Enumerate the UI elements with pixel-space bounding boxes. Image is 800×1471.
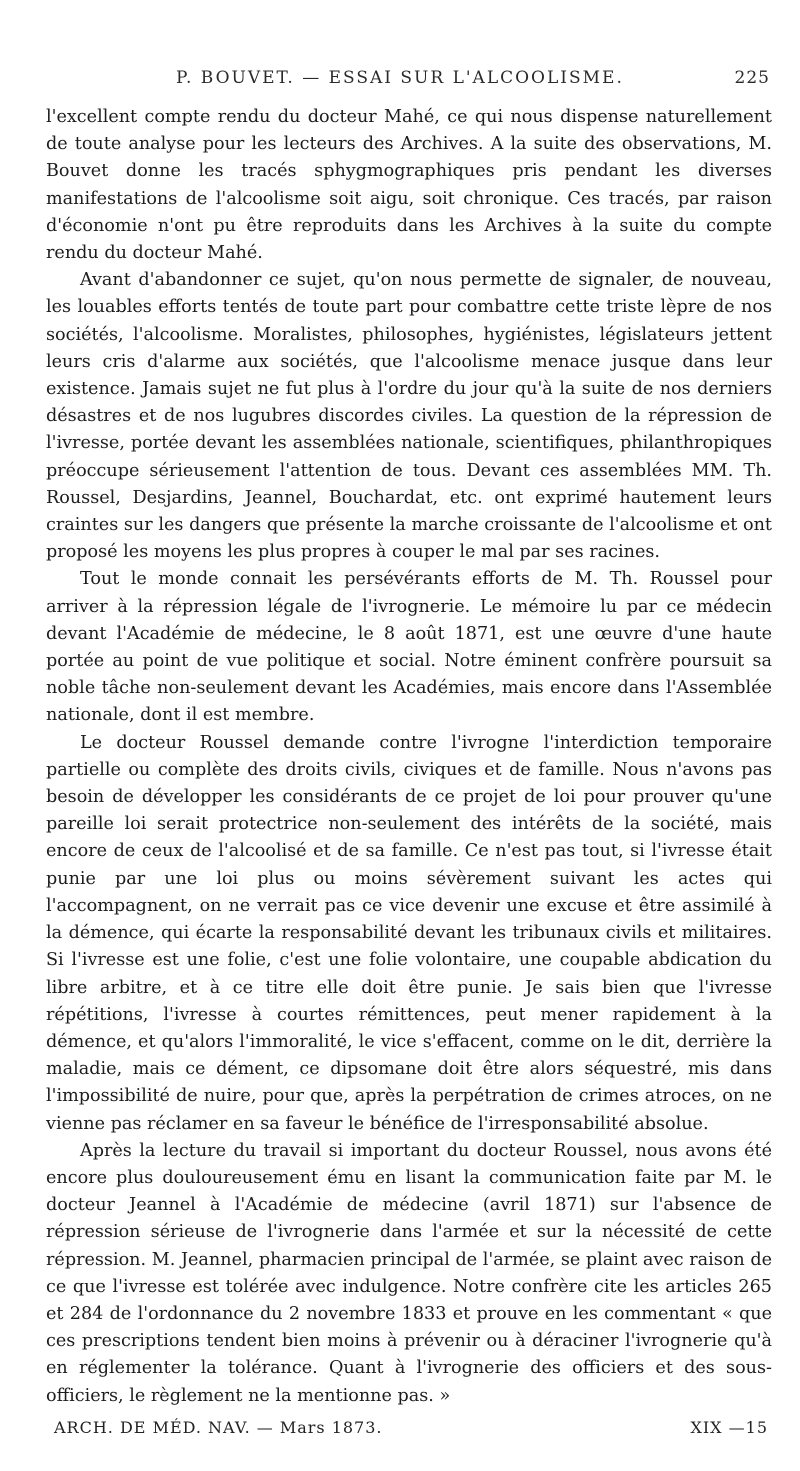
page-footer [46, 1418, 772, 1448]
page-number: 225 [734, 68, 770, 88]
document-page [46, 68, 772, 1448]
running-header [46, 68, 772, 102]
paragraph-1: l'excellent compte rendu du docteur Mahé, ce qui nous dispense naturellement de toute analyse pour les lecteurs des Archives. A la suite des observations, M. Bouvet donne les tracés sphygmographiques pris pendant les diverses manifestations de l'alcoolisme soit aigu, soit chronique. Ces tracés, par raison d'économie n'ont pu être reproduits dans les Archives à la suite du compte rendu du docteur Mahé. [46, 107, 772, 264]
paragraph-2: Avant d'abandonner ce sujet, qu'on nous permette de signaler, de nouveau, les louables efforts tentés de toute part pour combattre cette triste lèpre de nos sociétés, l'alcoolisme. Moralistes, philosophes, hygiénistes, législateurs jettent leurs cris d'alarme aux sociétés, que l'alcoolisme menace jusque dans leur existence. Jamais sujet ne fut plus à l'ordre du jour qu'à la suite de nos derniers désastres et de nos lugubres discordes civiles. La question de la répression de l'ivresse, portée devant les assemblées nationale, scientifiques, philanthropiques préoccupe sérieusement l'attention de tous. Devant ces assemblées MM. Th. Roussel, Desjardins, Jeannel, Bouchardat, etc. ont exprimé hautement leurs craintes sur les dangers que présente la marche croissante de l'alcoolisme et ont proposé les moyens les plus propres à couper le mal par ses racines. [46, 270, 772, 563]
paragraph-5: Après la lecture du travail si important du docteur Roussel, nous avons été encore plus douloureusement ému en lisant la communication faite par M. le docteur Jeannel à l'Académie de médecine (avril 1871) sur l'absence de répression sérieuse de l'ivrognerie dans l'armée et sur la nécessité de cette répression. M. Jeannel, pharmacien principal de l'armée, se plaint avec raison de ce que l'ivresse est tolérée avec indulgence. Notre confrère cite les articles 265 et 284 de l'ordonnance du 2 novembre 1833 et prouve en les commentant « que ces prescriptions tendent bien moins à prévenir ou à déraciner l'ivrognerie qu'à en réglementer la tolérance. Quant à l'ivrognerie des officiers et des sous-officiers, le règlement ne la mentionne pas. » [46, 1140, 772, 1406]
article-body [46, 104, 772, 1410]
signature-mark: XIX —15 [690, 1417, 768, 1437]
paragraph-3: Tout le monde connait les persévérants efforts de M. Th. Roussel pour arriver à la répression légale de l'ivrognerie. Le mémoire lu par ce médecin devant l'Académie de médecine, le 8 août 1871, est une œuvre d'une haute portée au point de vue politique et social. Notre éminent confrère poursuit sa noble tâche non-seulement devant les Académies, mais encore dans l'Assemblée nationale, dont il est membre. [46, 569, 772, 726]
journal-reference: ARCH. DE MÉD. NAV. — Mars 1873. [54, 1417, 383, 1437]
paragraph-4: Le docteur Roussel demande contre l'ivrogne l'interdiction temporaire partielle ou complète des droits civils, civiques et de famille. Nous n'avons pas besoin de développer les considérants de ce projet de loi pour prouver qu'une pareille loi serait protectrice non-seulement des intérêts de la société, mais encore de ceux de l'alcoolisé et de sa famille. Ce n'est pas tout, si l'ivresse était punie par une loi plus ou moins sévèrement suivant les actes qui l'accompagnent, on ne verrait pas ce vice devenir une excuse et être assimilé à la démence, qui écarte la responsabilité devant les tribunaux civils et militaires. Si l'ivresse est une folie, c'est une folie volontaire, une coupable abdication du libre arbitre, et à ce titre elle doit être punie. Je sais bien que l'ivresse répétitions, l'ivresse à courtes rémittences, peut mener rapidement à la démence, et qu'alors l'immoralité, le vice s'effacent, comme on le dit, derrière la maladie, mais ce dément, ce dipsomane doit être alors séquestré, mis dans l'impossibilité de nuire, pour que, après la perpétration de crimes atroces, on ne vienne pas réclamer en sa faveur le bénéfice de l'irresponsabilité absolue. [46, 732, 772, 1134]
header-title: P. BOUVET. — ESSAI SUR L'ALCOOLISME. [176, 68, 624, 88]
